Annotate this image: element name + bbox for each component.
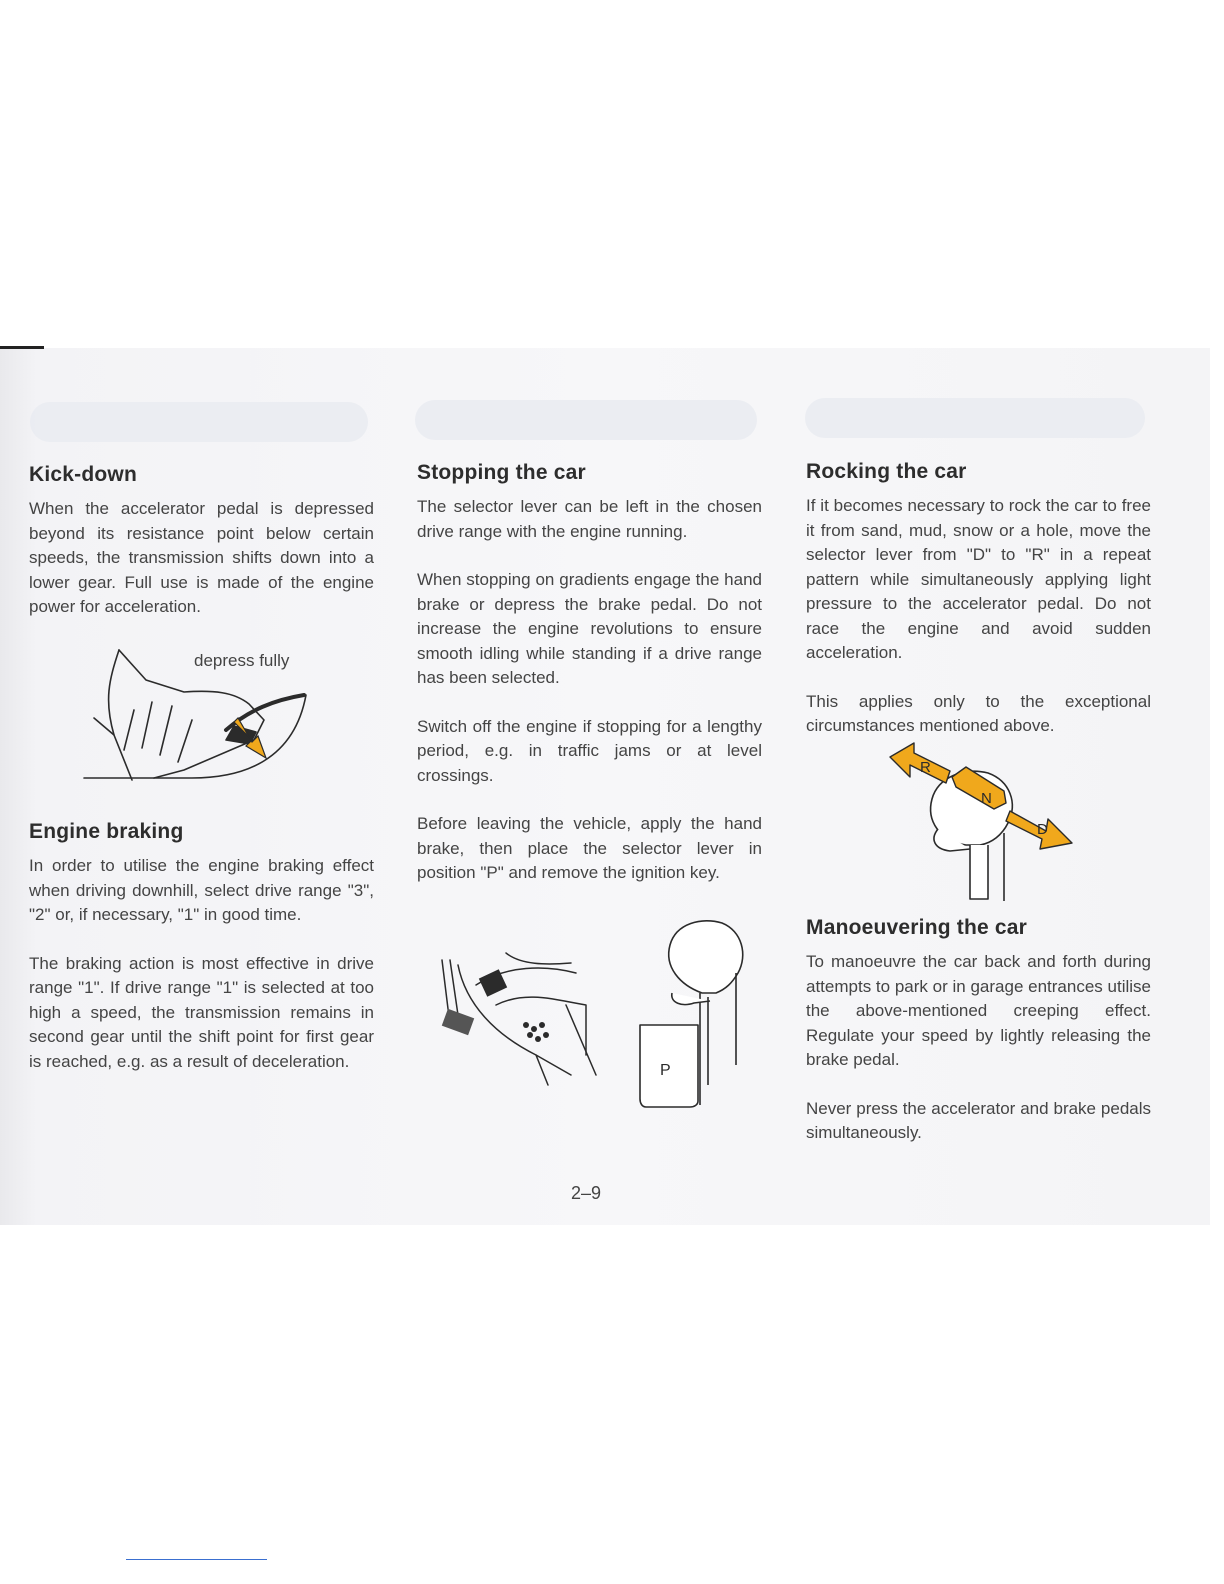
gear-r-label: R bbox=[920, 759, 931, 776]
gear-d-label: D bbox=[1037, 821, 1048, 838]
rocking-text-1: If it becomes necessary to rock the car to free it from sand, mud, snow or a hole, move the selector lever from "D" to "R" in a repeat pattern while simultaneously applying light pressure to the accelerator pedal. Do not race the engine and avoid sudden acceleration. bbox=[806, 496, 1151, 662]
rocking-text-2: This applies only to the exceptional circumstances mentioned above. bbox=[806, 691, 1151, 735]
kick-down-heading: Kick-down bbox=[29, 463, 137, 486]
accelerator-pedal-figure bbox=[74, 640, 324, 785]
park-label: P bbox=[660, 1062, 671, 1079]
section-stopping bbox=[417, 461, 762, 886]
kick-down-text: When the accelerator pedal is depressed beyond its resistance point below certain speeds, the transmission shifts down into a lower gear. Full use is made of the engine power for acceleration. bbox=[29, 499, 374, 616]
manoeuvring-text-2: Never press the accelerator and brake pedals simultaneously. bbox=[806, 1098, 1151, 1142]
stopping-text-1: The selector lever can be left in the chosen drive range with the engine running. bbox=[417, 497, 762, 541]
stopping-text-3: Switch off the engine if stopping for a lengthy period, e.g. in traffic jams or at level crossings. bbox=[417, 716, 762, 785]
page-number: 2–9 bbox=[571, 1183, 602, 1203]
section-manoeuvring bbox=[806, 916, 1151, 1146]
header-tab-blank-2 bbox=[415, 400, 757, 440]
selector-knob bbox=[669, 921, 743, 993]
header-tab-blank-3 bbox=[805, 398, 1145, 438]
hand-brake-pedal-figure bbox=[436, 945, 606, 1095]
header-tab-blank-1 bbox=[30, 402, 368, 442]
kick-down-figure-caption: depress fully bbox=[194, 651, 290, 670]
manoeuvring-heading: Manoeuvering the car bbox=[806, 916, 1028, 939]
footer-rule bbox=[126, 1559, 267, 1560]
stopping-text-4: Before leaving the vehicle, apply the hand brake, then place the selector lever in position "P" and remove the ignition key. bbox=[417, 814, 762, 882]
selector-shaft bbox=[970, 845, 988, 899]
section-engine-braking bbox=[29, 820, 374, 1074]
shoe-outline bbox=[109, 650, 132, 780]
rocking-heading: Rocking the car bbox=[806, 460, 967, 483]
crop-mark bbox=[0, 346, 44, 349]
park-selector-figure bbox=[636, 915, 748, 1110]
stopping-heading: Stopping the car bbox=[417, 461, 586, 484]
gear-n-label: N bbox=[981, 790, 992, 807]
section-kick-down bbox=[29, 463, 374, 620]
section-rocking bbox=[806, 460, 1151, 739]
engine-braking-text-2: The braking action is most effective in drive range "1". If drive range "1" is selected at too high a speed, the transmission remains in second gear until the shift point for first gear is reached, e.g. as a result of deceleration. bbox=[29, 953, 374, 1071]
engine-braking-text-1: In order to utilise the engine braking effect when driving downhill, select drive range "3", "2" or, if necessary, "1" in good time. bbox=[29, 856, 374, 924]
stopping-text-2: When stopping on gradients engage the hand brake or depress the brake pedal. Do not increase the engine revolutions to ensure smooth idling while standing if a drive range has been selected. bbox=[417, 570, 762, 687]
accelerator-pedal-pad bbox=[442, 1009, 474, 1035]
engine-braking-heading: Engine braking bbox=[29, 820, 184, 843]
rocking-selector-figure bbox=[880, 737, 1080, 907]
manoeuvring-text-1: To manoeuvre the car back and forth during attempts to park or in garage entrances utilise the above-mentioned creeping effect. Regulate your speed by lightly releasing the brake pedal. bbox=[806, 952, 1151, 1069]
